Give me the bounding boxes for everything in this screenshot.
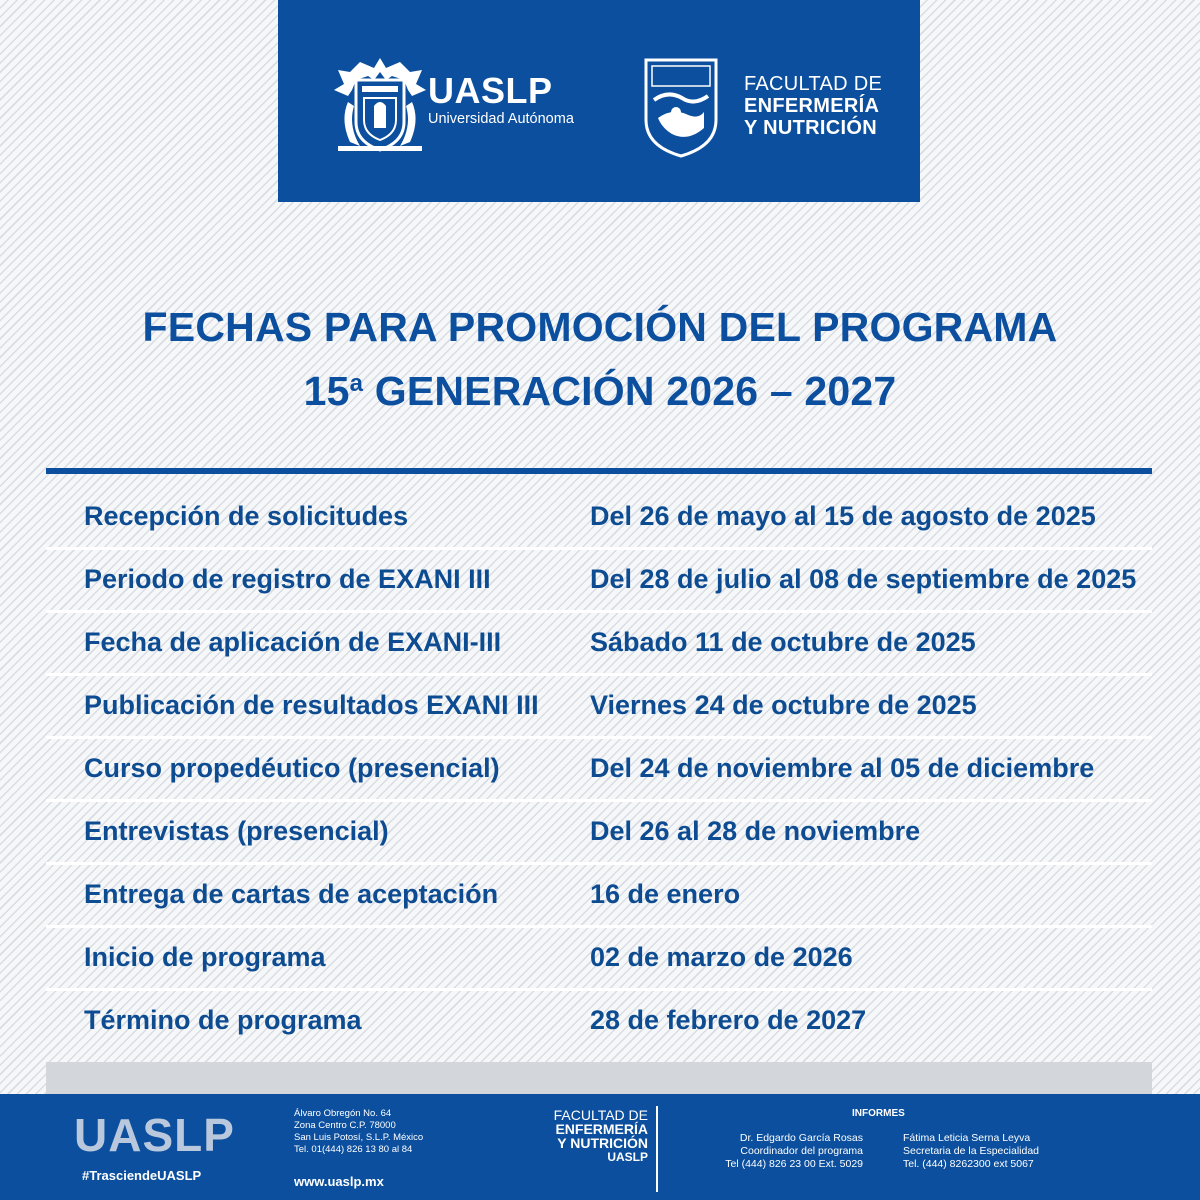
row-value: Del 28 de julio al 08 de septiembre de 2025 [590,564,1137,594]
footer-website-link[interactable]: www.uaslp.mx [294,1174,384,1189]
footer-hashtag: #TrasciendeUASLP [82,1168,202,1183]
footer-faculty-line1: FACULTAD DE [553,1107,648,1123]
faculty-name-line2: ENFERMERÍA [744,95,880,117]
university-name: UASLP [428,70,553,111]
footer-faculty-wordmark [520,1108,648,1164]
uaslp-wordmark [428,72,574,128]
university-subtitle: Universidad Autónoma [428,111,574,127]
row-label: Publicación de resultados EXANI III [84,690,539,720]
footer-contact [903,1132,1039,1171]
generation-ordinal: a [349,370,364,397]
generation-number: 15 [303,368,350,414]
footer [0,1094,1200,1200]
row-value: 28 de febrero de 2027 [590,1005,867,1035]
table-row [46,550,1152,613]
faculty-name-line3: Y NUTRICIÓN [744,117,877,139]
row-label: Entrega de cartas de aceptación [84,879,499,909]
footer-informes-title: INFORMES [852,1108,905,1119]
faculty-wordmark [744,73,882,139]
table-bottom-band [46,1062,1152,1094]
table-row [46,487,1152,550]
footer-faculty-line2: ENFERMERÍA [555,1121,648,1137]
row-value: 02 de marzo de 2026 [590,942,853,972]
footer-address [294,1108,423,1156]
uaslp-coat-of-arms-logo [330,50,430,158]
row-label: Periodo de registro de EXANI III [84,564,491,594]
contact-role: Coordinador del programa [740,1145,863,1157]
row-value: Viernes 24 de octubre de 2025 [590,690,977,720]
row-value: Del 24 de noviembre al 05 de diciembre [590,753,1095,783]
contact-name: Fátima Leticia Serna Leyva [903,1132,1031,1144]
row-label: Recepción de solicitudes [84,501,409,531]
row-label: Curso propedéutico (presencial) [84,753,500,783]
contact-phone: Tel. (444) 8262300 ext 5067 [903,1158,1034,1170]
footer-divider [656,1106,658,1192]
header-banner [278,0,920,202]
page-subtitle [0,368,1200,415]
faculty-shield-logo [642,56,720,160]
row-value: Del 26 al 28 de noviembre [590,816,921,846]
contact-role: Secretaria de la Especialidad [903,1145,1039,1157]
row-label: Término de programa [84,1005,362,1035]
footer-contact [700,1132,863,1171]
contact-name: Dr. Edgardo García Rosas [739,1132,863,1144]
table-row [46,991,1152,1054]
row-value: Del 26 de mayo al 15 de agosto de 2025 [590,501,1096,531]
row-value: 16 de enero [590,879,741,909]
address-line: Zona Centro C.P. 78000 [294,1120,396,1131]
generation-years: GENERACIÓN 2026 – 2027 [363,368,897,414]
row-value: Sábado 11 de octubre de 2025 [590,627,976,657]
row-label: Entrevistas (presencial) [84,816,389,846]
table-row [46,802,1152,865]
row-label: Inicio de programa [84,942,326,972]
table-row [46,739,1152,802]
address-line: San Luis Potosí, S.L.P. México [294,1132,424,1143]
contact-phone: Tel (444) 826 23 00 Ext. 5029 [725,1158,863,1170]
table-row [46,613,1152,676]
footer-brand: UASLP [74,1109,235,1161]
address-line: Tel. 01(444) 826 13 80 al 84 [294,1144,413,1155]
footer-faculty-line3: Y NUTRICIÓN [557,1135,648,1151]
table-row [46,865,1152,928]
page-title: FECHAS PARA PROMOCIÓN DEL PROGRAMA [142,304,1058,350]
table-row [46,928,1152,991]
address-line: Álvaro Obregón No. 64 [294,1108,392,1119]
table-top-rule [46,468,1152,474]
row-label: Fecha de aplicación de EXANI-III [84,627,502,657]
schedule-table [46,487,1152,1054]
footer-faculty-line4: UASLP [607,1150,648,1164]
table-row [46,676,1152,739]
faculty-name-line1: FACULTAD DE [744,73,883,95]
